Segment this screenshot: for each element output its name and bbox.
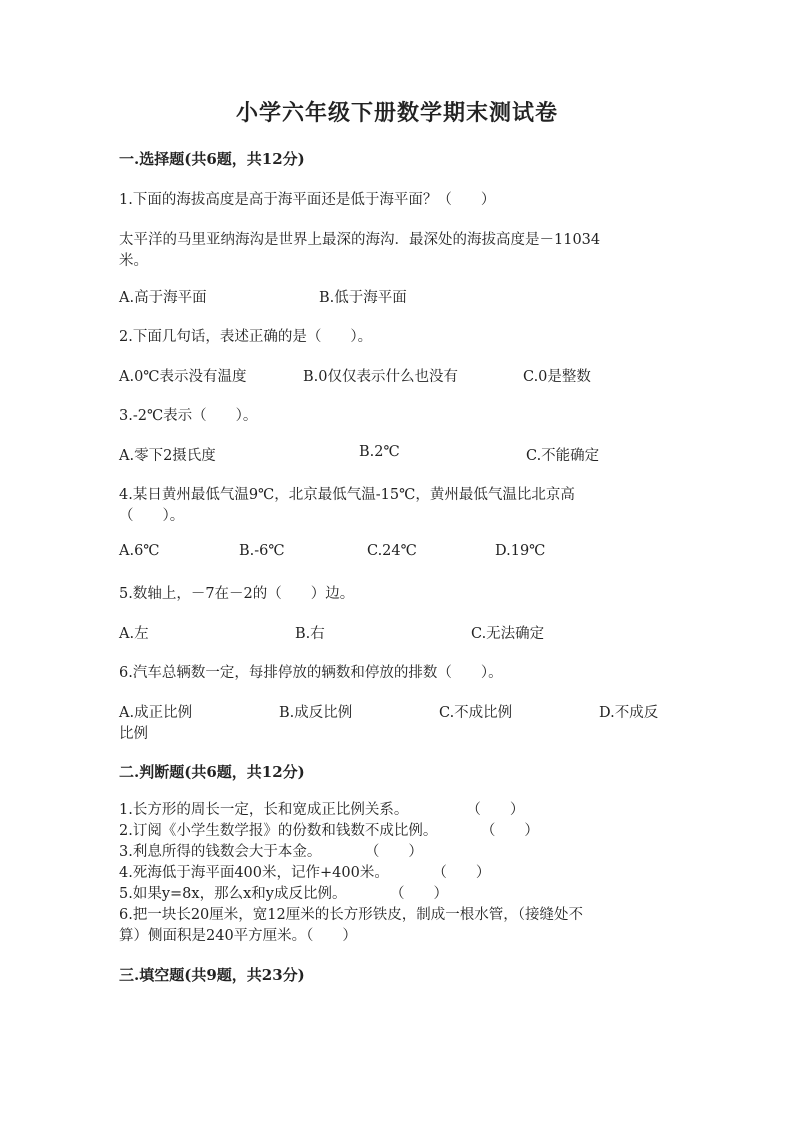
question-5-stem: 5.数轴上，－7在－2的（ ）边。 (119, 586, 355, 602)
question-4-stem-line-1: 4.某日黄州最低气温9℃，北京最低气温-15℃，黄州最低气温比北京高 (119, 487, 575, 503)
option-b: B.-6℃ (239, 543, 285, 559)
question-3-stem: 3.-2℃表示（ ）。 (119, 408, 258, 424)
question-1-context-line-1: 太平洋的马里亚纳海沟是世界上最深的海沟．最深处的海拔高度是－11034 (119, 232, 601, 248)
question-5-options (119, 622, 679, 644)
judgement-item-6-wrap: 算）侧面积是240平方厘米。（ ） (119, 928, 357, 944)
judgement-item-4: 4.死海低于海平面400米，记作+400米。 （ ） (119, 865, 491, 881)
option-c: C.不能确定 (526, 448, 600, 464)
option-a: A.零下2摄氏度 (119, 448, 216, 464)
option-d: D.不成反 (599, 705, 659, 721)
section-heading-judgement: 二.判断题(共6题，共12分) (119, 763, 305, 781)
question-1-context-line-2: 米。 (119, 253, 148, 269)
option-a: A.6℃ (119, 543, 160, 559)
section-heading-choice: 一.选择题(共6题，共12分) (119, 150, 305, 168)
option-a: A.0℃表示没有温度 (119, 369, 247, 385)
question-2-options (119, 365, 679, 387)
option-a: A.成正比例 (119, 705, 193, 721)
question-1-options (119, 286, 679, 308)
option-b: B.成反比例 (279, 705, 353, 721)
option-c: C.0是整数 (523, 369, 591, 385)
judgement-item-1: 1.长方形的周长一定，长和宽成正比例关系。 （ ） (119, 802, 525, 818)
option-c: C.无法确定 (471, 626, 545, 642)
judgement-item-3: 3.利息所得的钱数会大于本金。 （ ） (119, 844, 423, 860)
question-3-options (119, 444, 679, 466)
judgement-item-5: 5.如果y=8x，那么x和y成反比例。 （ ） (119, 886, 448, 902)
option-a: A.高于海平面 (119, 290, 207, 306)
option-d: D.19℃ (495, 543, 546, 559)
question-6-stem: 6.汽车总辆数一定，每排停放的辆数和停放的排数（ ）。 (119, 665, 503, 681)
question-6-option-d-wrap: 比例 (119, 726, 148, 742)
option-a: A.左 (119, 626, 149, 642)
question-4-options (119, 543, 679, 565)
section-heading-fill-in: 三.填空题(共9题，共23分) (119, 966, 305, 984)
option-b: B.右 (295, 626, 325, 642)
question-2-stem: 2.下面几句话，表述正确的是（ ）。 (119, 329, 373, 345)
question-4-stem-line-2: （ ）。 (119, 508, 185, 524)
option-b: B.低于海平面 (319, 290, 407, 306)
page-title: 小学六年级下册数学期末测试卷 (235, 100, 558, 126)
question-1-stem: 1.下面的海拔高度是高于海平面还是低于海平面？（ ） (119, 192, 496, 208)
judgement-item-2: 2.订阅《小学生数学报》的份数和钱数不成比例。 （ ） (119, 823, 539, 839)
option-c: C.不成比例 (439, 705, 513, 721)
option-c: C.24℃ (367, 543, 417, 559)
judgement-item-6: 6.把一块长20厘米，宽12厘米的长方形铁皮，制成一根水管，（接缝处不 (119, 907, 583, 923)
option-b: B.2℃ (359, 444, 400, 460)
question-6-options (119, 701, 679, 723)
option-b: B.0仅仅表示什么也没有 (303, 369, 458, 385)
